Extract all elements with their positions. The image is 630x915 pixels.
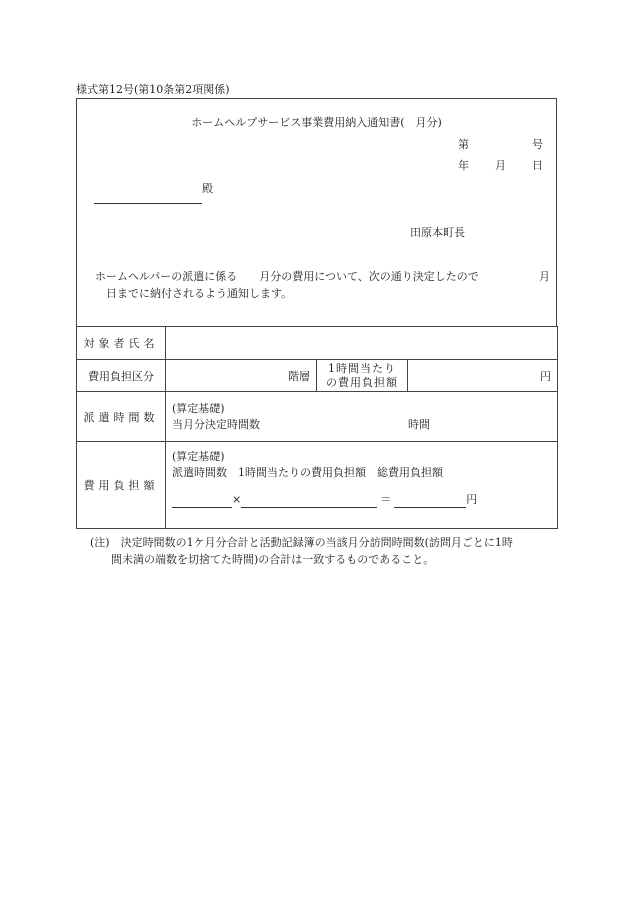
document-title: ホームヘルプサービス事業費用納入通知書( 月分): [191, 116, 442, 129]
body-month-tail: 月: [539, 270, 550, 283]
number-prefix: 第: [458, 138, 469, 151]
times-sign: ×: [232, 493, 242, 506]
per-hour-amount-field[interactable]: [408, 360, 558, 392]
body-text-line-2: 日までに納付されるよう通知します。: [106, 287, 293, 300]
class-field[interactable]: [166, 360, 317, 392]
cost-cell: [166, 442, 558, 529]
formula-yen-unit: 円: [466, 493, 478, 506]
note-line-1: (注) 決定時間数の1ケ月分合計と活動記録簿の当該月分訪問時間数(訪問月ごとに1時: [90, 536, 513, 549]
hours-basis: (算定基礎): [172, 401, 225, 415]
recipient-honorific: 殿: [202, 182, 213, 195]
hours-cell: [166, 392, 558, 442]
note-line-2: 間未満の端数を切捨てた時間)の合計は一致するものであること。: [111, 553, 435, 566]
table-row-name: [77, 327, 558, 360]
hours-unit: 時間: [408, 417, 430, 431]
number-suffix: 号: [532, 138, 543, 151]
info-table: [76, 326, 558, 529]
body-text-line-1: ホームヘルパーの派遣に係る 月分の費用について、次の通り決定したので: [95, 270, 479, 283]
yen-unit: 円: [540, 369, 552, 383]
date-day: 日: [532, 159, 543, 172]
label-cost-class: 費用負担区分: [77, 360, 166, 392]
table-row-hours: [77, 392, 558, 442]
notice-section: [76, 98, 557, 326]
subject-name-field[interactable]: [166, 327, 558, 360]
table-row-cost: [77, 442, 558, 529]
formula-row: [172, 492, 557, 508]
label-dispatch-hours: 派遣時間数: [77, 392, 166, 442]
hours-row: [172, 417, 557, 433]
label-cost-amount: 費用負担額: [77, 442, 166, 529]
per-hour-label-line-1: 1時間当たり: [328, 361, 396, 375]
recipient-name-field[interactable]: [94, 190, 202, 204]
hours-text: 当月分決定時間数: [172, 417, 260, 431]
per-hour-label: [317, 360, 408, 392]
label-subject-name: 対象者氏名: [77, 327, 166, 360]
issuer-name: 田原本町長: [410, 226, 465, 239]
cost-basis: (算定基礎): [172, 450, 225, 463]
date-year: 年: [458, 159, 469, 172]
formula-hours-field[interactable]: [172, 495, 232, 508]
form-reference: 様式第12号(第10条第2項関係): [76, 83, 230, 96]
date-month: 月: [495, 159, 506, 172]
formula-total-field[interactable]: [394, 495, 466, 508]
formula-headers: 派遣時間数 1時間当たりの費用負担額 総費用負担額: [172, 466, 443, 479]
table-row-class: [77, 360, 558, 392]
formula-rate-field[interactable]: [241, 495, 377, 508]
class-unit: 階層: [288, 369, 310, 383]
per-hour-label-line-2: の費用負担額: [326, 375, 398, 389]
equals-sign: ＝: [380, 493, 392, 506]
